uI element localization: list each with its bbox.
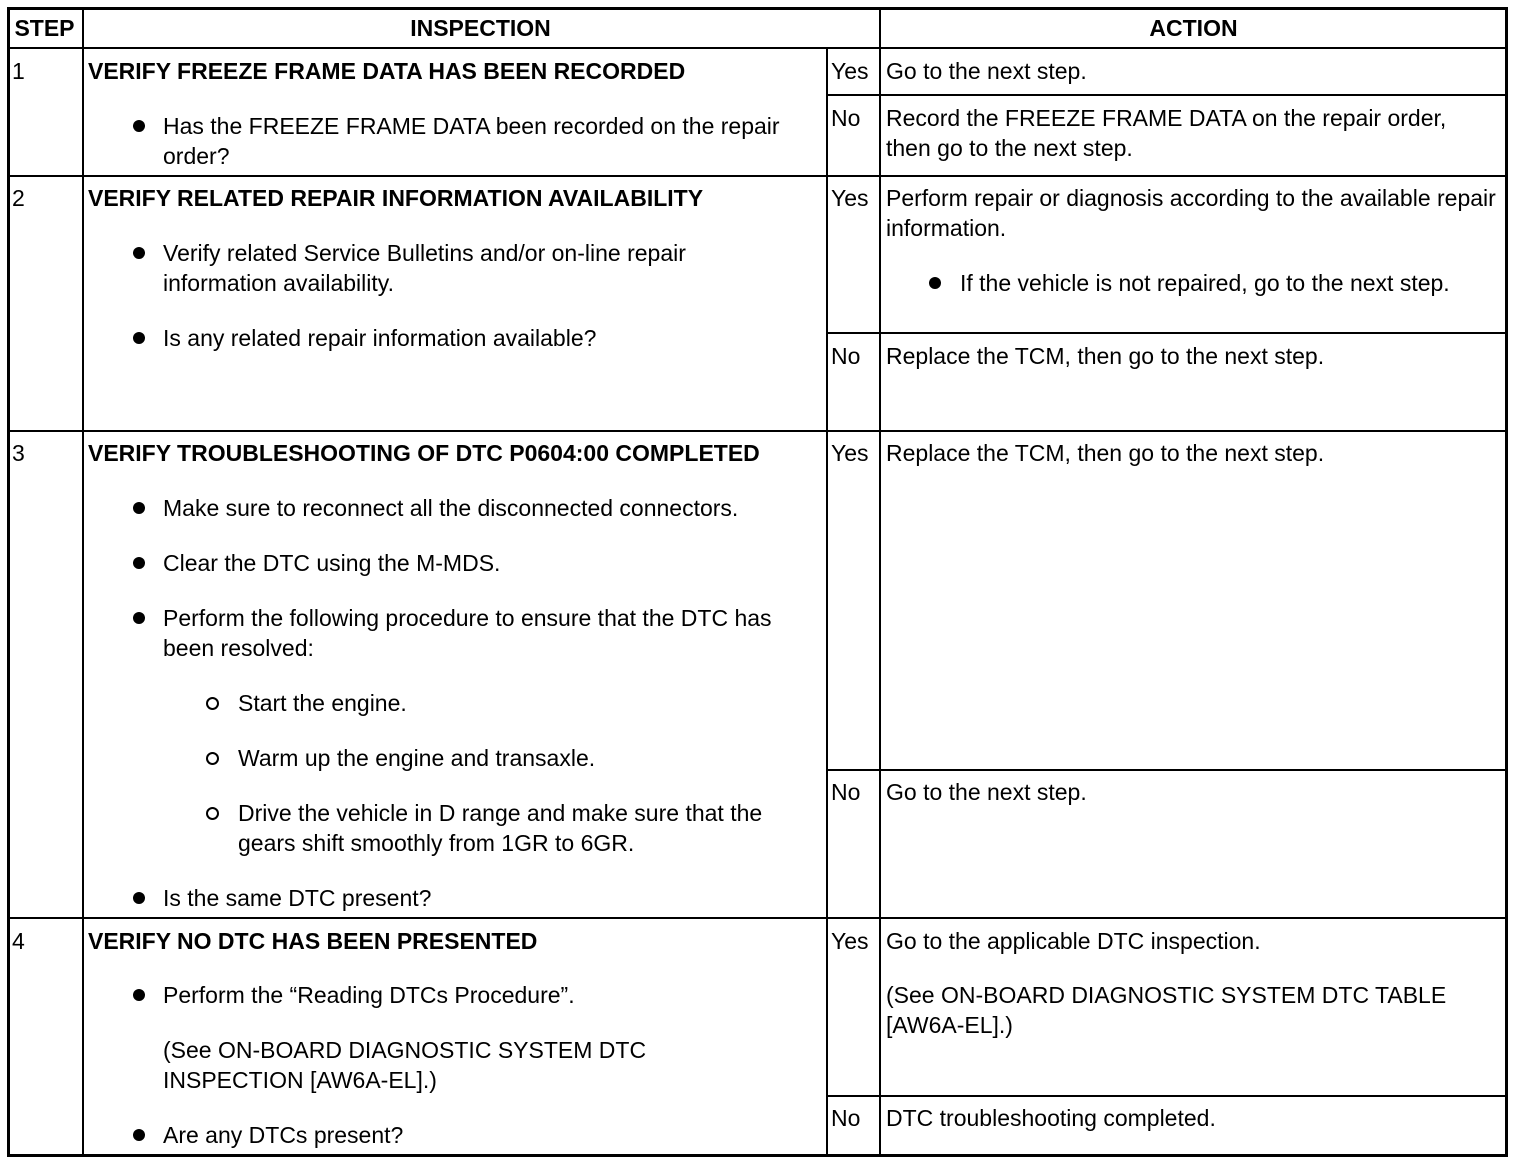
col-divider [82, 7, 84, 1157]
subrow-divider [826, 1095, 1508, 1097]
col-divider [879, 7, 881, 1157]
no-label: No [831, 779, 861, 805]
header-inspection: INSPECTION [410, 15, 551, 41]
subrow-divider [826, 332, 1508, 334]
procedure-item: Warm up the engine and transaxle. [238, 745, 596, 771]
inspection-item: Clear the DTC using the M-MDS. [163, 550, 501, 576]
row-divider [7, 47, 1508, 49]
inspection-item: Perform the following procedure to ensure that the DTC has been resolved: [163, 605, 772, 661]
yes-action: Go to the next step. [886, 58, 1087, 84]
procedure-item: Drive the vehicle in D range and make sure that the gears shift smoothly from 1GR to 6GR. [238, 800, 763, 856]
bullet-icon [133, 989, 145, 1001]
step-number: 4 [12, 928, 25, 954]
sub-bullet-icon [206, 752, 219, 765]
bullet-icon [133, 120, 145, 132]
bullet-icon [133, 557, 145, 569]
subrow-divider [826, 94, 1508, 96]
row-divider [7, 175, 1508, 177]
no-action: Record the FREEZE FRAME DATA on the repair order, then go to the next step. [886, 105, 1447, 161]
no-action: Replace the TCM, then go to the next step. [886, 343, 1325, 369]
step-title: VERIFY FREEZE FRAME DATA HAS BEEN RECORDED [88, 58, 686, 84]
bullet-icon [133, 502, 145, 514]
inspection-item: Has the FREEZE FRAME DATA been recorded on the repair order? [163, 113, 780, 169]
inspection-item: Are any DTCs present? [163, 1122, 404, 1148]
bullet-icon [133, 892, 145, 904]
step-number: 2 [12, 185, 25, 211]
no-action: DTC troubleshooting completed. [886, 1105, 1216, 1131]
yes-action: Perform repair or diagnosis according to the available repair information. [886, 185, 1496, 241]
inspection-item: Make sure to reconnect all the disconnected connectors. [163, 495, 739, 521]
bullet-icon [133, 247, 145, 259]
inspection-item: Is the same DTC present? [163, 885, 432, 911]
no-label: No [831, 105, 861, 131]
inspection-item: Verify related Service Bulletins and/or on-line repair information availability. [163, 240, 686, 296]
reference-text: (See ON-BOARD DIAGNOSTIC SYSTEM DTC INSPECTION [AW6A-EL].) [163, 1037, 647, 1093]
sub-bullet-icon [206, 807, 219, 820]
yes-label: Yes [831, 440, 869, 466]
yes-label: Yes [831, 928, 869, 954]
yes-label: Yes [831, 185, 869, 211]
subrow-divider [826, 769, 1508, 771]
sub-bullet-icon [206, 697, 219, 710]
inspection-item: Perform the “Reading DTCs Procedure”. [163, 982, 575, 1008]
yes-action: Replace the TCM, then go to the next step. [886, 440, 1325, 466]
no-label: No [831, 343, 861, 369]
step-title: VERIFY NO DTC HAS BEEN PRESENTED [88, 928, 538, 954]
bullet-icon [133, 612, 145, 624]
yes-action-item: If the vehicle is not repaired, go to the next step. [960, 270, 1450, 296]
step-number: 3 [12, 440, 25, 466]
step-number: 1 [12, 58, 25, 84]
no-action: Go to the next step. [886, 779, 1087, 805]
yes-action: Go to the applicable DTC inspection. [886, 928, 1261, 954]
bullet-icon [133, 1129, 145, 1141]
bullet-icon [133, 332, 145, 344]
diagnostic-table [7, 7, 1508, 1157]
inspection-item: Is any related repair information available? [163, 325, 597, 351]
procedure-item: Start the engine. [238, 690, 407, 716]
step-title: VERIFY RELATED REPAIR INFORMATION AVAILABILITY [88, 185, 704, 211]
header-step: STEP [14, 15, 75, 41]
row-divider [7, 430, 1508, 432]
row-divider [7, 917, 1508, 919]
bullet-icon [929, 277, 941, 289]
no-label: No [831, 1105, 861, 1131]
reference-text: (See ON-BOARD DIAGNOSTIC SYSTEM DTC TABLE [AW6A-EL].) [886, 982, 1447, 1038]
step-title: VERIFY TROUBLESHOOTING OF DTC P0604:00 COMPLETED [88, 440, 760, 466]
col-divider [826, 47, 828, 1157]
header-action: ACTION [1149, 15, 1238, 41]
yes-label: Yes [831, 58, 869, 84]
